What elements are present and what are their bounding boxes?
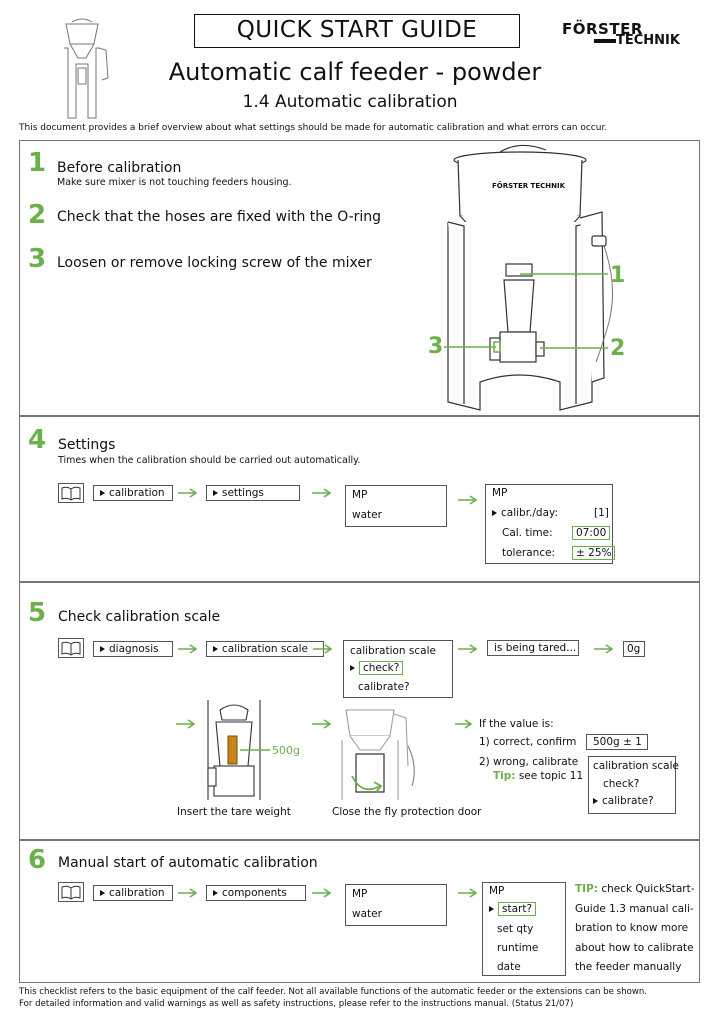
cal-time-label: Cal. time: xyxy=(502,527,553,539)
arrow-right-icon xyxy=(178,488,200,498)
menu-item-check[interactable]: check? xyxy=(350,662,403,674)
step-number-5: 5 xyxy=(28,598,47,628)
step-number-4: 4 xyxy=(28,425,47,455)
intro-text: This document provides a brief overview about what settings should be made for automatic calibration and what errors can occur. xyxy=(19,123,608,133)
footer-line-2: For detailed information and valid warnings as well as safety instructions, please refer to the instructions manual. (Status 21/07) xyxy=(19,999,574,1009)
caption-insert-tare: Insert the tare weight xyxy=(177,806,291,818)
machine-brand-label: FÖRSTER TECHNIK xyxy=(492,182,565,190)
step-title-3: Loosen or remove locking screw of the mixer xyxy=(57,255,372,271)
menu-path-calibration-scale[interactable]: calibration scale xyxy=(206,641,324,657)
step-number-3: 3 xyxy=(28,244,47,274)
arrow-right-icon xyxy=(594,644,616,654)
manual-tip-line-3: bration to know more xyxy=(575,922,689,934)
calibrate-result-menu xyxy=(588,756,679,814)
settings-title: Settings xyxy=(58,437,116,453)
tip-label: Tip: xyxy=(493,770,516,782)
manual-start-title: Manual start of automatic calibration xyxy=(58,855,318,871)
settings-subtitle: Times when the calibration should be carried out automatically. xyxy=(58,455,361,466)
result-menu-title: calibration scale xyxy=(593,760,679,772)
fly-door-illustration xyxy=(340,706,420,802)
callout-1: 1 xyxy=(610,263,626,288)
step-number-6: 6 xyxy=(28,845,47,875)
calibr-day-value[interactable]: [1] xyxy=(594,507,609,519)
menu-item-runtime[interactable]: runtime xyxy=(497,942,539,954)
menu-path-diagnosis[interactable]: diagnosis xyxy=(93,641,173,657)
arrow-right-icon xyxy=(176,719,198,729)
calibr-day-label: calibr./day: xyxy=(492,507,558,519)
arrow-right-icon xyxy=(312,488,334,498)
caption-close-door: Close the fly protection door xyxy=(332,806,482,818)
guide-title: QUICK START GUIDE xyxy=(236,17,478,43)
menu-item-date[interactable]: date xyxy=(497,961,521,973)
logo-bar xyxy=(594,39,616,43)
manual-book-icon-5 xyxy=(58,638,84,658)
arrow-right-icon xyxy=(178,644,200,654)
manual-tip-line-1: TIP: check QuickStart- xyxy=(575,883,695,895)
menu-path-components[interactable]: components xyxy=(206,885,306,901)
menu-item-water[interactable]: water xyxy=(352,509,382,521)
calibration-scale-menu-title: calibration scale xyxy=(350,645,436,657)
arrow-right-icon xyxy=(312,719,334,729)
tolerance-label: tolerance: xyxy=(502,547,556,559)
arrow-right-icon xyxy=(458,644,480,654)
if-value-text: If the value is: xyxy=(479,718,554,730)
feeder-machine-illustration xyxy=(420,142,620,412)
menu-path-calibration-6[interactable]: calibration xyxy=(93,885,173,901)
tare-status: is being tared... xyxy=(487,640,579,656)
arrow-right-icon xyxy=(312,888,334,898)
menu-item-set-qty[interactable]: set qty xyxy=(497,923,534,935)
check-scale-title: Check calibration scale xyxy=(58,609,221,625)
result-menu-calibrate[interactable]: calibrate? xyxy=(593,795,654,807)
menu-item-start[interactable]: start? xyxy=(489,903,536,915)
manual-tip-line-4: about how to calibrate xyxy=(575,941,694,954)
tare-weight-label: 500g xyxy=(272,744,300,757)
arrow-right-icon xyxy=(178,888,200,898)
arrow-right-icon xyxy=(455,719,475,729)
manual-book-icon-6 xyxy=(58,882,84,902)
subtitle: 1.4 Automatic calibration xyxy=(242,92,458,112)
mp-action-menu xyxy=(482,882,566,976)
settings-menu-title: MP xyxy=(492,487,508,499)
manual-tip-line-5: the feeder manually xyxy=(575,961,682,973)
component-menu-4 xyxy=(345,485,447,527)
expected-value: 500g ± 1 xyxy=(586,734,648,750)
option-wrong: 2) wrong, calibrate xyxy=(479,756,579,768)
brand-logo xyxy=(560,20,700,56)
cal-time-value[interactable]: 07:00 xyxy=(572,526,610,540)
option-correct: 1) correct, confirm xyxy=(479,736,577,748)
footer-line-1: This checklist refers to the basic equipment of the calf feeder. Not all available functions of the automatic feeder or the extensions can be shown. xyxy=(19,987,648,997)
arrow-right-icon xyxy=(458,888,480,898)
menu-path-settings[interactable]: settings xyxy=(206,485,300,501)
mp-action-title: MP xyxy=(489,885,505,897)
menu-item-calibrate[interactable]: calibrate? xyxy=(358,681,410,693)
step-sub-1: Make sure mixer is not touching feeders housing. xyxy=(57,177,292,188)
zero-readout: 0g xyxy=(623,641,645,657)
tip-text: see topic 11 xyxy=(518,770,584,782)
step-number-1: 1 xyxy=(28,148,47,178)
menu-path-calibration[interactable]: calibration xyxy=(93,485,173,501)
calibration-scale-menu xyxy=(343,640,453,698)
arrow-right-icon xyxy=(313,644,335,654)
logo-line1: FÖRSTER xyxy=(562,20,643,38)
tolerance-value[interactable]: ± 25% xyxy=(572,546,615,560)
menu-item-mp-6[interactable]: MP xyxy=(352,888,368,900)
step-number-2: 2 xyxy=(28,200,47,230)
result-menu-check[interactable]: check? xyxy=(603,778,640,790)
arrow-right-icon xyxy=(458,495,480,505)
callout-2: 2 xyxy=(610,336,626,361)
manual-book-icon-4 xyxy=(58,483,84,503)
tip-line xyxy=(493,770,583,782)
manual-tip-line-2: Guide 1.3 manual cali- xyxy=(575,902,694,915)
menu-item-water-6[interactable]: water xyxy=(352,908,382,920)
step-title-2: Check that the hoses are fixed with the O-ring xyxy=(57,209,382,225)
step-title-1: Before calibration xyxy=(57,160,182,176)
settings-menu xyxy=(485,484,613,564)
menu-item-mp[interactable]: MP xyxy=(352,489,368,501)
callout-3: 3 xyxy=(428,334,444,359)
manual-tip xyxy=(575,880,695,978)
main-title: Automatic calf feeder - powder xyxy=(168,58,542,86)
component-menu-6 xyxy=(345,884,447,926)
feeder-thumbnail-illustration xyxy=(62,18,122,120)
manual-tip-label: TIP: xyxy=(575,883,598,895)
logo-line2: TECHNIK xyxy=(616,33,680,48)
